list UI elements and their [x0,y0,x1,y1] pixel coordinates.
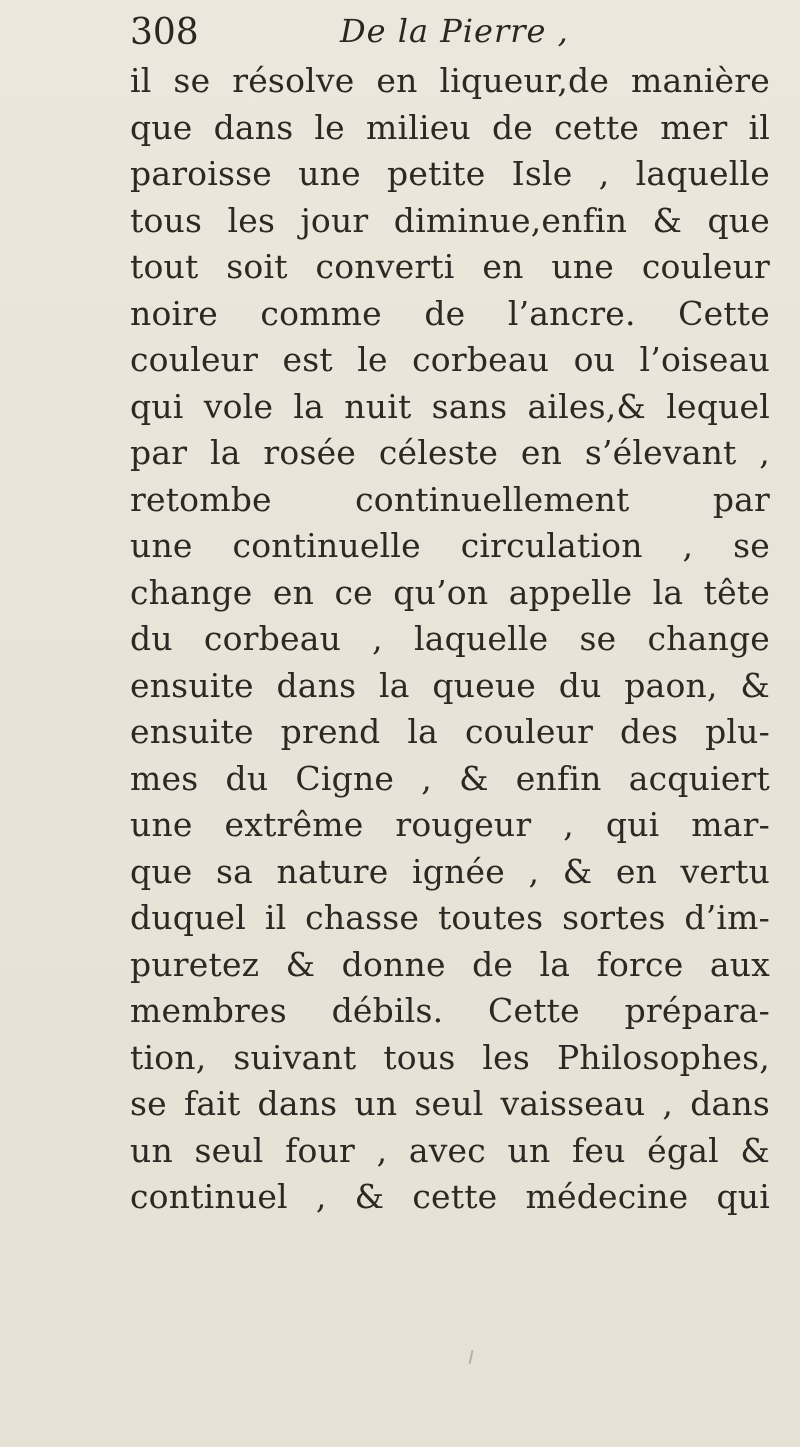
text-line: ensuite prend la couleur des plu- [130,712,770,751]
running-head: De la Pierre , [340,12,569,50]
text-line: change en ce qu’on appelle la tête [130,572,770,612]
text-line: tout soit converti en une couleur [130,247,770,286]
text-line: paroisse une petite Isle , laquelle [130,154,770,193]
text-line: membres débils. Cette prépara- [130,991,770,1030]
text-line: mes du Cigne , & enfin acquiert [130,758,770,798]
text-line: retombe continuellement par [130,479,770,519]
text-line: se fait dans un seul vaisseau , dans [130,1084,770,1123]
text-line: ensuite dans la queue du paon, & [130,665,770,705]
text-line: duquel il chasse toutes sortes d’im- [130,898,770,937]
text-line: continuel , & cette médecine qui [130,1177,770,1216]
text-line: il se résolve en liqueur,de manière [130,61,770,100]
text-line: couleur est le corbeau ou l’oiseau [130,340,770,379]
text-line: un seul four , avec un feu égal & [130,1130,770,1170]
body-text [130,58,770,1221]
text-line: noire comme de l’ancre. Cette [130,293,770,333]
text-line: que sa nature ignée , & en vertu [130,851,770,891]
text-line: tion, suivant tous les Philosophes, [130,1037,770,1077]
page-number: 308 [130,12,199,53]
text-line: puretez & donne de la force aux [130,944,770,984]
text-line: tous les jour diminue,enfin & que [130,200,770,240]
text-line: une continuelle circulation , se [130,526,770,565]
text-line: que dans le milieu de cette mer il [130,107,770,147]
text-line: du corbeau , laquelle se change [130,619,770,658]
text-line: qui vole la nuit sans ailes,& lequel [130,386,770,426]
text-line: une extrême rougeur , qui mar- [130,805,770,844]
stray-mark [469,1350,474,1364]
text-line: par la rosée céleste en s’élevant , [130,433,770,472]
